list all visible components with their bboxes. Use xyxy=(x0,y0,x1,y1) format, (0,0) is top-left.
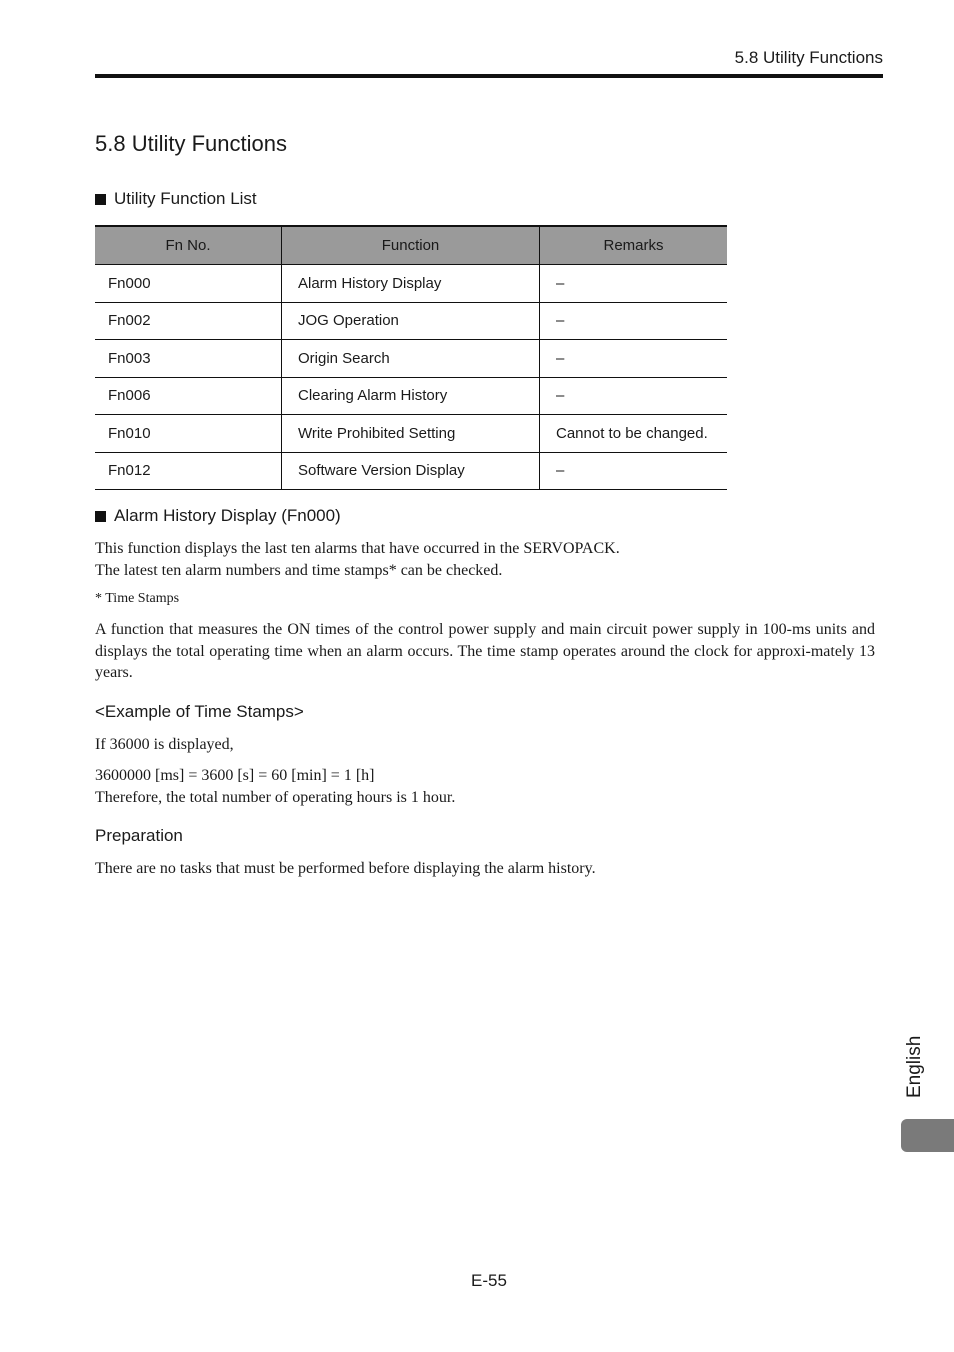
utility-function-table xyxy=(95,225,727,490)
utility-list-heading xyxy=(95,189,257,209)
preparation-heading: Preparation xyxy=(95,826,183,845)
footnote-body: A function that measures the ON times of the control power supply and main circuit power supply in 100-ms units and displays the total operating time when an alarm occurs. The time stamp operates around the clock for approxi-mately 13 years. xyxy=(95,621,875,681)
cell-remarks: – xyxy=(540,452,728,490)
cell-remarks: – xyxy=(540,302,728,340)
table-row xyxy=(95,302,727,340)
table-row xyxy=(95,377,727,415)
square-bullet-icon xyxy=(95,194,106,205)
example-line-2: 3600000 [ms] = 3600 [s] = 60 [min] = 1 [h] xyxy=(95,767,375,784)
cell-function: Alarm History Display xyxy=(282,265,540,303)
table-row xyxy=(95,265,727,303)
cell-fn-no: Fn006 xyxy=(95,377,282,415)
cell-function: Origin Search xyxy=(282,340,540,378)
column-header-fn-no: Fn No. xyxy=(95,226,282,265)
utility-list-heading-text: Utility Function List xyxy=(114,189,257,208)
intro-line-2: The latest ten alarm numbers and time stamps* can be checked. xyxy=(95,561,503,579)
cell-fn-no: Fn012 xyxy=(95,452,282,490)
cell-function: Software Version Display xyxy=(282,452,540,490)
header-rule xyxy=(95,74,883,78)
alarm-history-intro xyxy=(95,538,885,581)
example-calculation xyxy=(95,765,885,808)
cell-fn-no: Fn010 xyxy=(95,415,282,453)
column-header-remarks: Remarks xyxy=(540,226,728,265)
table-header-row xyxy=(95,226,727,265)
cell-fn-no: Fn003 xyxy=(95,340,282,378)
language-tab-label: English xyxy=(904,1035,925,1099)
cell-remarks: – xyxy=(540,340,728,378)
table-row xyxy=(95,415,727,453)
cell-fn-no: Fn000 xyxy=(95,265,282,303)
preparation-text: There are no tasks that must be performed before displaying the alarm history. xyxy=(95,860,596,877)
footnote-label: * Time Stamps xyxy=(95,591,180,606)
page-number: E-55 xyxy=(471,1271,507,1290)
cell-fn-no: Fn002 xyxy=(95,302,282,340)
alarm-history-heading xyxy=(95,506,341,526)
alarm-history-heading-text: Alarm History Display (Fn000) xyxy=(114,506,341,525)
square-bullet-icon xyxy=(95,511,106,522)
cell-remarks: – xyxy=(540,265,728,303)
cell-function: Write Prohibited Setting xyxy=(282,415,540,453)
column-header-function: Function xyxy=(282,226,540,265)
cell-remarks: – xyxy=(540,377,728,415)
cell-function: Clearing Alarm History xyxy=(282,377,540,415)
cell-remarks: Cannot to be changed. xyxy=(540,415,728,453)
running-header: 5.8 Utility Functions xyxy=(734,48,883,67)
example-line-3: Therefore, the total number of operating hours is 1 hour. xyxy=(95,788,456,806)
table-row xyxy=(95,452,727,490)
cell-function: JOG Operation xyxy=(282,302,540,340)
example-heading: <Example of Time Stamps> xyxy=(95,702,304,721)
section-title: 5.8 Utility Functions xyxy=(95,131,287,156)
language-thumb-tab xyxy=(901,1119,954,1152)
table-row xyxy=(95,340,727,378)
example-line-1: If 36000 is displayed, xyxy=(95,736,234,753)
intro-line-1: This function displays the last ten alarms that have occurred in the SERVOPACK. xyxy=(95,540,620,557)
